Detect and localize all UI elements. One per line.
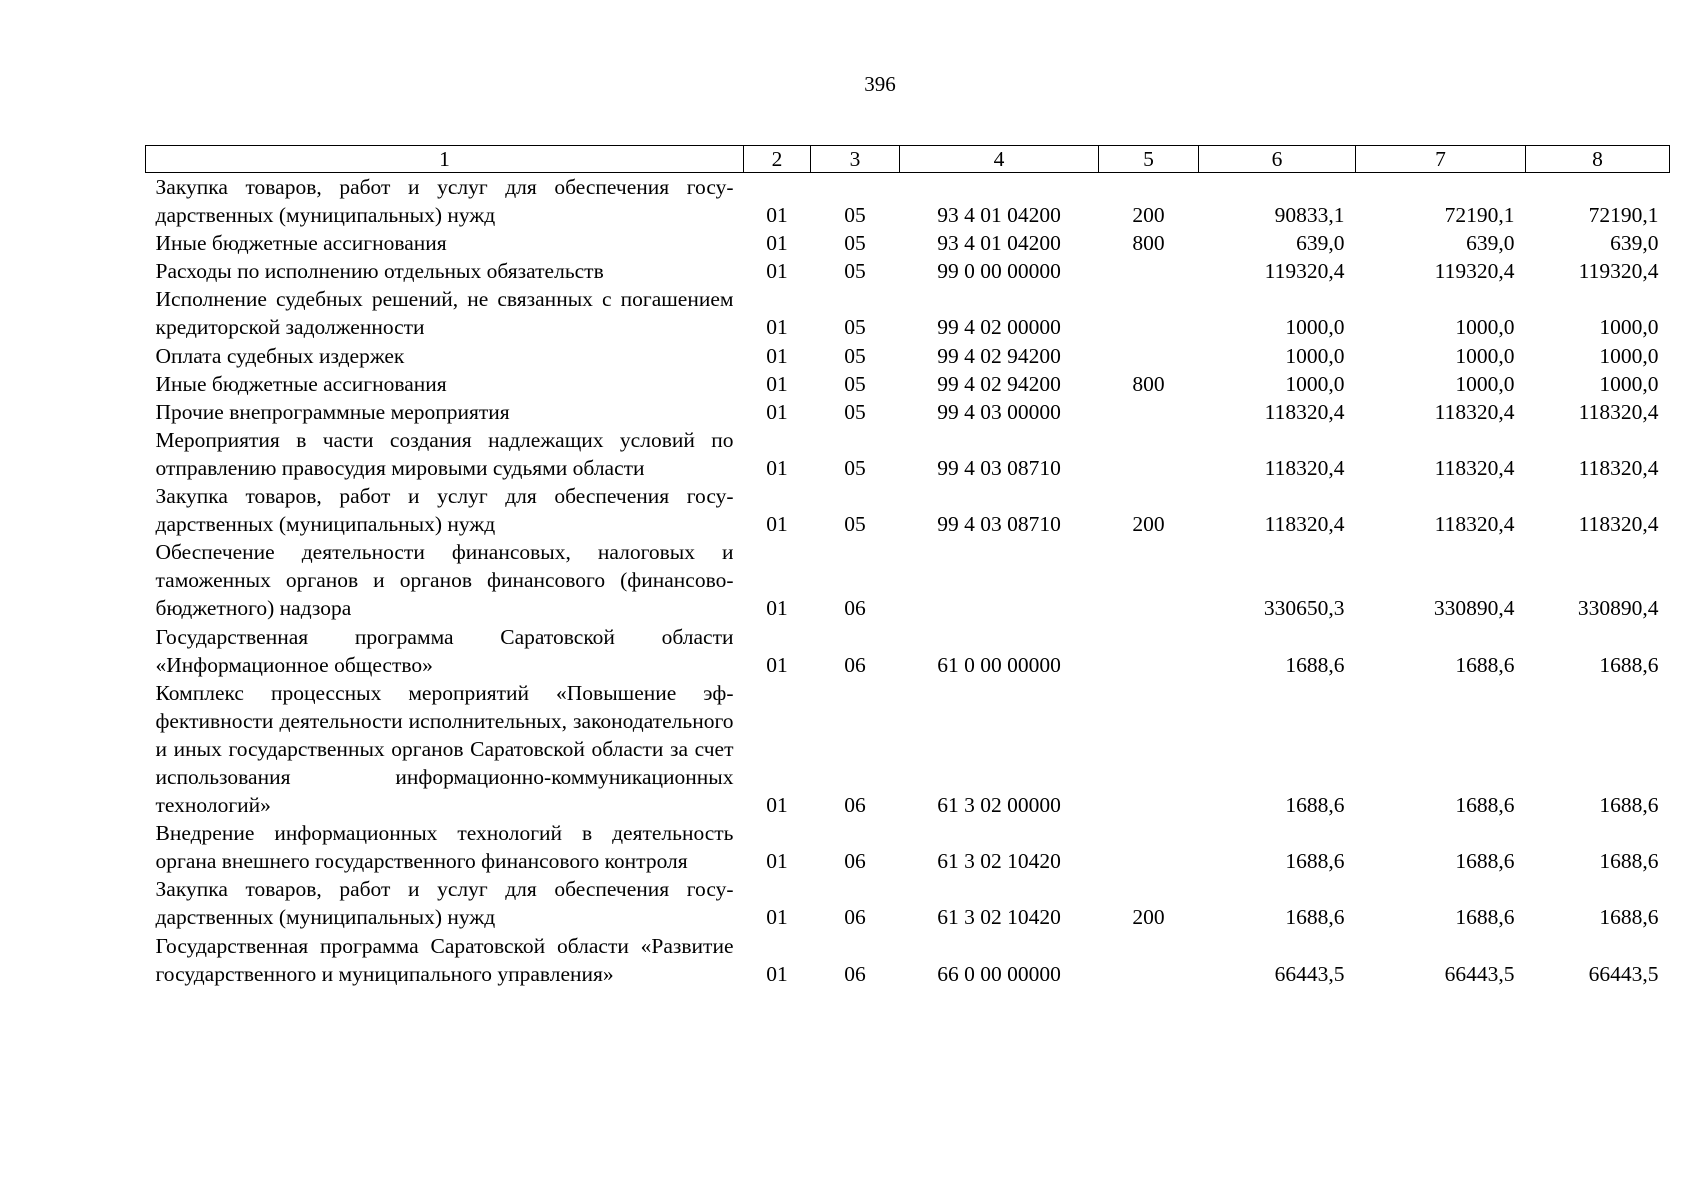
target-item-code: 93 4 01 04200 <box>937 231 1061 256</box>
section-code: 01 <box>766 259 788 284</box>
item-name: Государственная программа Саратовской области «Информационное общество» <box>155 624 734 677</box>
target-item-code: 99 4 02 00000 <box>937 315 1061 340</box>
section-code: 01 <box>766 849 788 874</box>
table-row <box>146 623 1670 679</box>
subsection-code: 05 <box>844 455 866 480</box>
subsection-code: 05 <box>844 259 866 284</box>
subsection-code: 05 <box>844 512 866 537</box>
expense-type-code <box>1099 426 1199 482</box>
subsection-code: 05 <box>844 343 866 368</box>
amount-col-7: 119320,4 <box>1434 259 1515 284</box>
table-row <box>146 257 1670 285</box>
subsection-code: 06 <box>844 596 866 621</box>
amount-col-8: 1688,6 <box>1599 793 1659 818</box>
item-name: Внедрение информационных технологий в деятельность органа внешнего государственного финансового контроля <box>155 821 734 874</box>
subsection-code: 05 <box>844 231 866 256</box>
section-code: 01 <box>766 315 788 340</box>
subsection-code: 06 <box>844 793 866 818</box>
section-code: 01 <box>766 652 788 677</box>
section-code: 01 <box>766 399 788 424</box>
item-name: Комплекс процессных мероприятий «Повышение эффективности деятельности исполнительных, законодательного и иных государственных органов Саратовской области за счет использования информационно-коммуникационных технологий» <box>155 680 734 818</box>
table-row <box>146 819 1670 875</box>
subsection-code: 05 <box>844 203 866 228</box>
item-name: Прочие внепрограммные мероприятия <box>155 399 510 424</box>
section-code: 01 <box>766 793 788 818</box>
expense-type-code <box>1099 623 1199 679</box>
amount-col-6: 118320,4 <box>1264 455 1345 480</box>
amount-col-7: 118320,4 <box>1434 512 1515 537</box>
section-code: 01 <box>766 961 788 986</box>
item-name: Расходы по исполнению отдельных обязательств <box>155 259 604 284</box>
expense-type-code: 200 <box>1132 203 1165 228</box>
amount-col-7: 1000,0 <box>1455 343 1515 368</box>
table-row <box>146 875 1670 931</box>
item-name: Мероприятия в части создания надлежащих условий по отправлению правосудия мировыми судьями области <box>155 427 734 480</box>
table-row <box>146 482 1670 538</box>
section-code: 01 <box>766 343 788 368</box>
amount-col-6: 1688,6 <box>1285 849 1345 874</box>
table-row <box>146 538 1670 622</box>
header-col-3: 3 <box>811 146 900 173</box>
amount-col-6: 66443,5 <box>1274 961 1345 986</box>
amount-col-6: 639,0 <box>1296 231 1345 256</box>
amount-col-8: 118320,4 <box>1578 455 1659 480</box>
amount-col-7: 639,0 <box>1466 231 1515 256</box>
section-code: 01 <box>766 371 788 396</box>
target-item-code: 99 4 03 08710 <box>937 512 1061 537</box>
table-row <box>146 173 1670 230</box>
amount-col-6: 118320,4 <box>1264 399 1345 424</box>
amount-col-8: 1000,0 <box>1599 315 1659 340</box>
item-name: Исполнение судебных решений, не связанных с погашением кредиторской задолженности <box>155 287 734 340</box>
amount-col-7: 118320,4 <box>1434 399 1515 424</box>
subsection-code: 06 <box>844 961 866 986</box>
table-row <box>146 426 1670 482</box>
budget-table <box>145 145 1670 988</box>
amount-col-7: 1688,6 <box>1455 793 1515 818</box>
amount-col-8: 72190,1 <box>1588 203 1659 228</box>
section-code: 01 <box>766 905 788 930</box>
target-item-code: 99 0 00 00000 <box>937 259 1061 284</box>
amount-col-8: 1688,6 <box>1599 652 1659 677</box>
amount-col-8: 1000,0 <box>1599 371 1659 396</box>
amount-col-7: 330890,4 <box>1433 596 1515 621</box>
amount-col-6: 1688,6 <box>1285 652 1345 677</box>
item-name: Иные бюджетные ассигнования <box>155 231 447 256</box>
table-body <box>146 173 1670 988</box>
amount-col-8: 119320,4 <box>1578 259 1659 284</box>
amount-col-8: 1688,6 <box>1599 849 1659 874</box>
target-item-code: 99 4 02 94200 <box>937 343 1061 368</box>
target-item-code: 99 4 02 94200 <box>937 371 1061 396</box>
header-col-8: 8 <box>1526 146 1670 173</box>
subsection-code: 05 <box>844 399 866 424</box>
item-name: Обеспечение деятельности финансовых, налоговых и таможенных органов и органов финансового (финансово-бюджетного) надзора <box>155 540 734 621</box>
item-name: Закупка товаров, работ и услуг для обеспечения государственных (муниципальных) нужд <box>155 877 734 930</box>
target-item-code: 61 3 02 10420 <box>937 905 1061 930</box>
expense-type-code <box>1099 932 1199 988</box>
subsection-code: 06 <box>844 849 866 874</box>
section-code: 01 <box>766 231 788 256</box>
amount-col-6: 1000,0 <box>1285 343 1345 368</box>
target-item-code: 66 0 00 00000 <box>937 961 1061 986</box>
expense-type-code <box>1099 285 1199 341</box>
expense-type-code <box>1099 398 1199 426</box>
target-item-code: 99 4 03 00000 <box>937 399 1061 424</box>
target-item-code: 99 4 03 08710 <box>937 455 1061 480</box>
amount-col-8: 330890,4 <box>1577 596 1659 621</box>
amount-col-7: 1000,0 <box>1455 315 1515 340</box>
amount-col-6: 118320,4 <box>1264 512 1345 537</box>
item-name: Закупка товаров, работ и услуг для обеспечения государственных (муниципальных) нужд <box>155 175 734 228</box>
amount-col-8: 118320,4 <box>1578 399 1659 424</box>
expense-type-code <box>1099 679 1199 819</box>
expense-type-code: 800 <box>1132 231 1165 256</box>
subsection-code: 06 <box>844 905 866 930</box>
amount-col-6: 1000,0 <box>1285 315 1345 340</box>
table-row <box>146 342 1670 370</box>
table-row <box>146 679 1670 819</box>
section-code: 01 <box>766 203 788 228</box>
page-number: 396 <box>864 72 896 96</box>
amount-col-8: 66443,5 <box>1588 961 1659 986</box>
table-row <box>146 285 1670 341</box>
header-col-4: 4 <box>900 146 1099 173</box>
table-row <box>146 229 1670 257</box>
amount-col-7: 72190,1 <box>1444 203 1515 228</box>
expense-type-code <box>1099 257 1199 285</box>
table-row <box>146 370 1670 398</box>
subsection-code: 05 <box>844 315 866 340</box>
amount-col-8: 639,0 <box>1610 231 1659 256</box>
amount-col-6: 119320,4 <box>1264 259 1345 284</box>
amount-col-7: 118320,4 <box>1434 455 1515 480</box>
expense-type-code: 800 <box>1132 371 1165 396</box>
target-item-code: 61 3 02 10420 <box>937 849 1061 874</box>
section-code: 01 <box>766 455 788 480</box>
header-col-7: 7 <box>1356 146 1526 173</box>
amount-col-8: 118320,4 <box>1578 512 1659 537</box>
item-name: Иные бюджетные ассигнования <box>155 371 447 396</box>
amount-col-7: 66443,5 <box>1444 961 1515 986</box>
amount-col-6: 1000,0 <box>1285 371 1345 396</box>
target-item-code <box>900 538 1099 622</box>
header-col-5: 5 <box>1099 146 1199 173</box>
table-row <box>146 932 1670 988</box>
section-code: 01 <box>766 512 788 537</box>
header-col-2: 2 <box>744 146 811 173</box>
item-name: Закупка товаров, работ и услуг для обеспечения государственных (муниципальных) нужд <box>155 484 734 537</box>
subsection-code: 06 <box>844 652 866 677</box>
expense-type-code: 200 <box>1132 512 1165 537</box>
item-name: Государственная программа Саратовской области «Развитие государственного и муниципального управления» <box>155 933 734 986</box>
amount-col-8: 1688,6 <box>1599 905 1659 930</box>
table-row <box>146 398 1670 426</box>
expense-type-code <box>1099 819 1199 875</box>
section-code: 01 <box>766 596 788 621</box>
amount-col-6: 90833,1 <box>1274 203 1345 228</box>
header-col-6: 6 <box>1199 146 1356 173</box>
amount-col-6: 1688,6 <box>1285 905 1345 930</box>
target-item-code: 61 3 02 00000 <box>937 793 1061 818</box>
amount-col-6: 1688,6 <box>1285 793 1345 818</box>
amount-col-7: 1688,6 <box>1455 652 1515 677</box>
amount-col-7: 1688,6 <box>1455 849 1515 874</box>
subsection-code: 05 <box>844 371 866 396</box>
target-item-code: 61 0 00 00000 <box>937 652 1061 677</box>
table-header-row <box>146 146 1670 173</box>
target-item-code: 93 4 01 04200 <box>937 203 1061 228</box>
item-name: Оплата судебных издержек <box>155 343 405 368</box>
amount-col-6: 330650,3 <box>1263 596 1345 621</box>
expense-type-code: 200 <box>1132 905 1165 930</box>
amount-col-7: 1688,6 <box>1455 905 1515 930</box>
header-col-1: 1 <box>146 146 744 173</box>
expense-type-code <box>1099 538 1199 622</box>
expense-type-code <box>1099 342 1199 370</box>
amount-col-8: 1000,0 <box>1599 343 1659 368</box>
amount-col-7: 1000,0 <box>1455 371 1515 396</box>
